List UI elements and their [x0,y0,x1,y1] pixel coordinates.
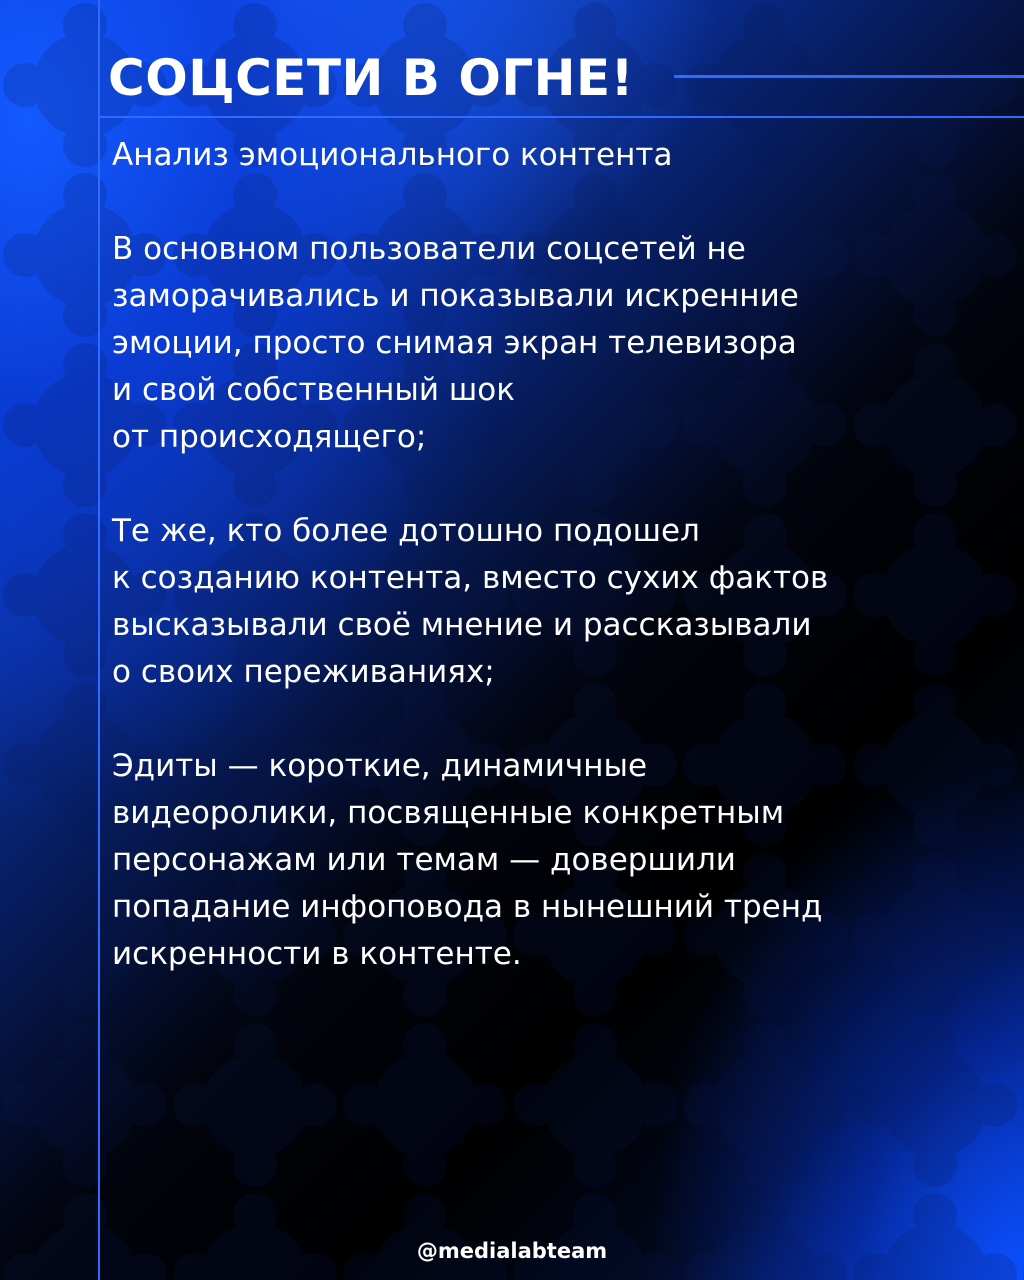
text-line: персонажам или темам — довершили [112,842,736,878]
text-line: В основном пользователи соцсетей не [112,231,746,267]
text-line: Эдиты — короткие, динамичные [112,748,648,784]
text-line: Те же, кто более дотошно подошел [112,513,700,549]
text-line: попадание инфоповода в нынешний тренд [112,889,823,925]
vertical-divider-line [98,0,100,1280]
body-text [112,226,1012,1025]
horizontal-divider-line [98,116,1024,118]
account-handle: @medialabteam [416,1239,608,1263]
paragraph-1 [112,226,1012,461]
paragraph-3 [112,743,1012,978]
text-line: и свой собственный шок [112,372,515,408]
text-line: заморачивались и показывали искренние [112,278,799,314]
text-line: искренности в контенте. [112,936,522,972]
paragraph-2 [112,508,1012,696]
text-line: высказывали своё мнение и рассказывали [112,607,812,643]
text-line: видеоролики, посвященные конкретным [112,795,785,831]
text-line: от происходящего; [112,419,427,455]
page-subtitle: Анализ эмоционального контента [112,137,673,173]
page-title: СОЦСЕТИ В ОГНЕ! [108,49,634,107]
text-line: о своих переживаниях; [112,654,495,690]
text-line: эмоции, просто снимая экран телевизора [112,325,797,361]
text-line: к созданию контента, вместо сухих фактов [112,560,829,596]
title-accent-line [674,75,1024,78]
